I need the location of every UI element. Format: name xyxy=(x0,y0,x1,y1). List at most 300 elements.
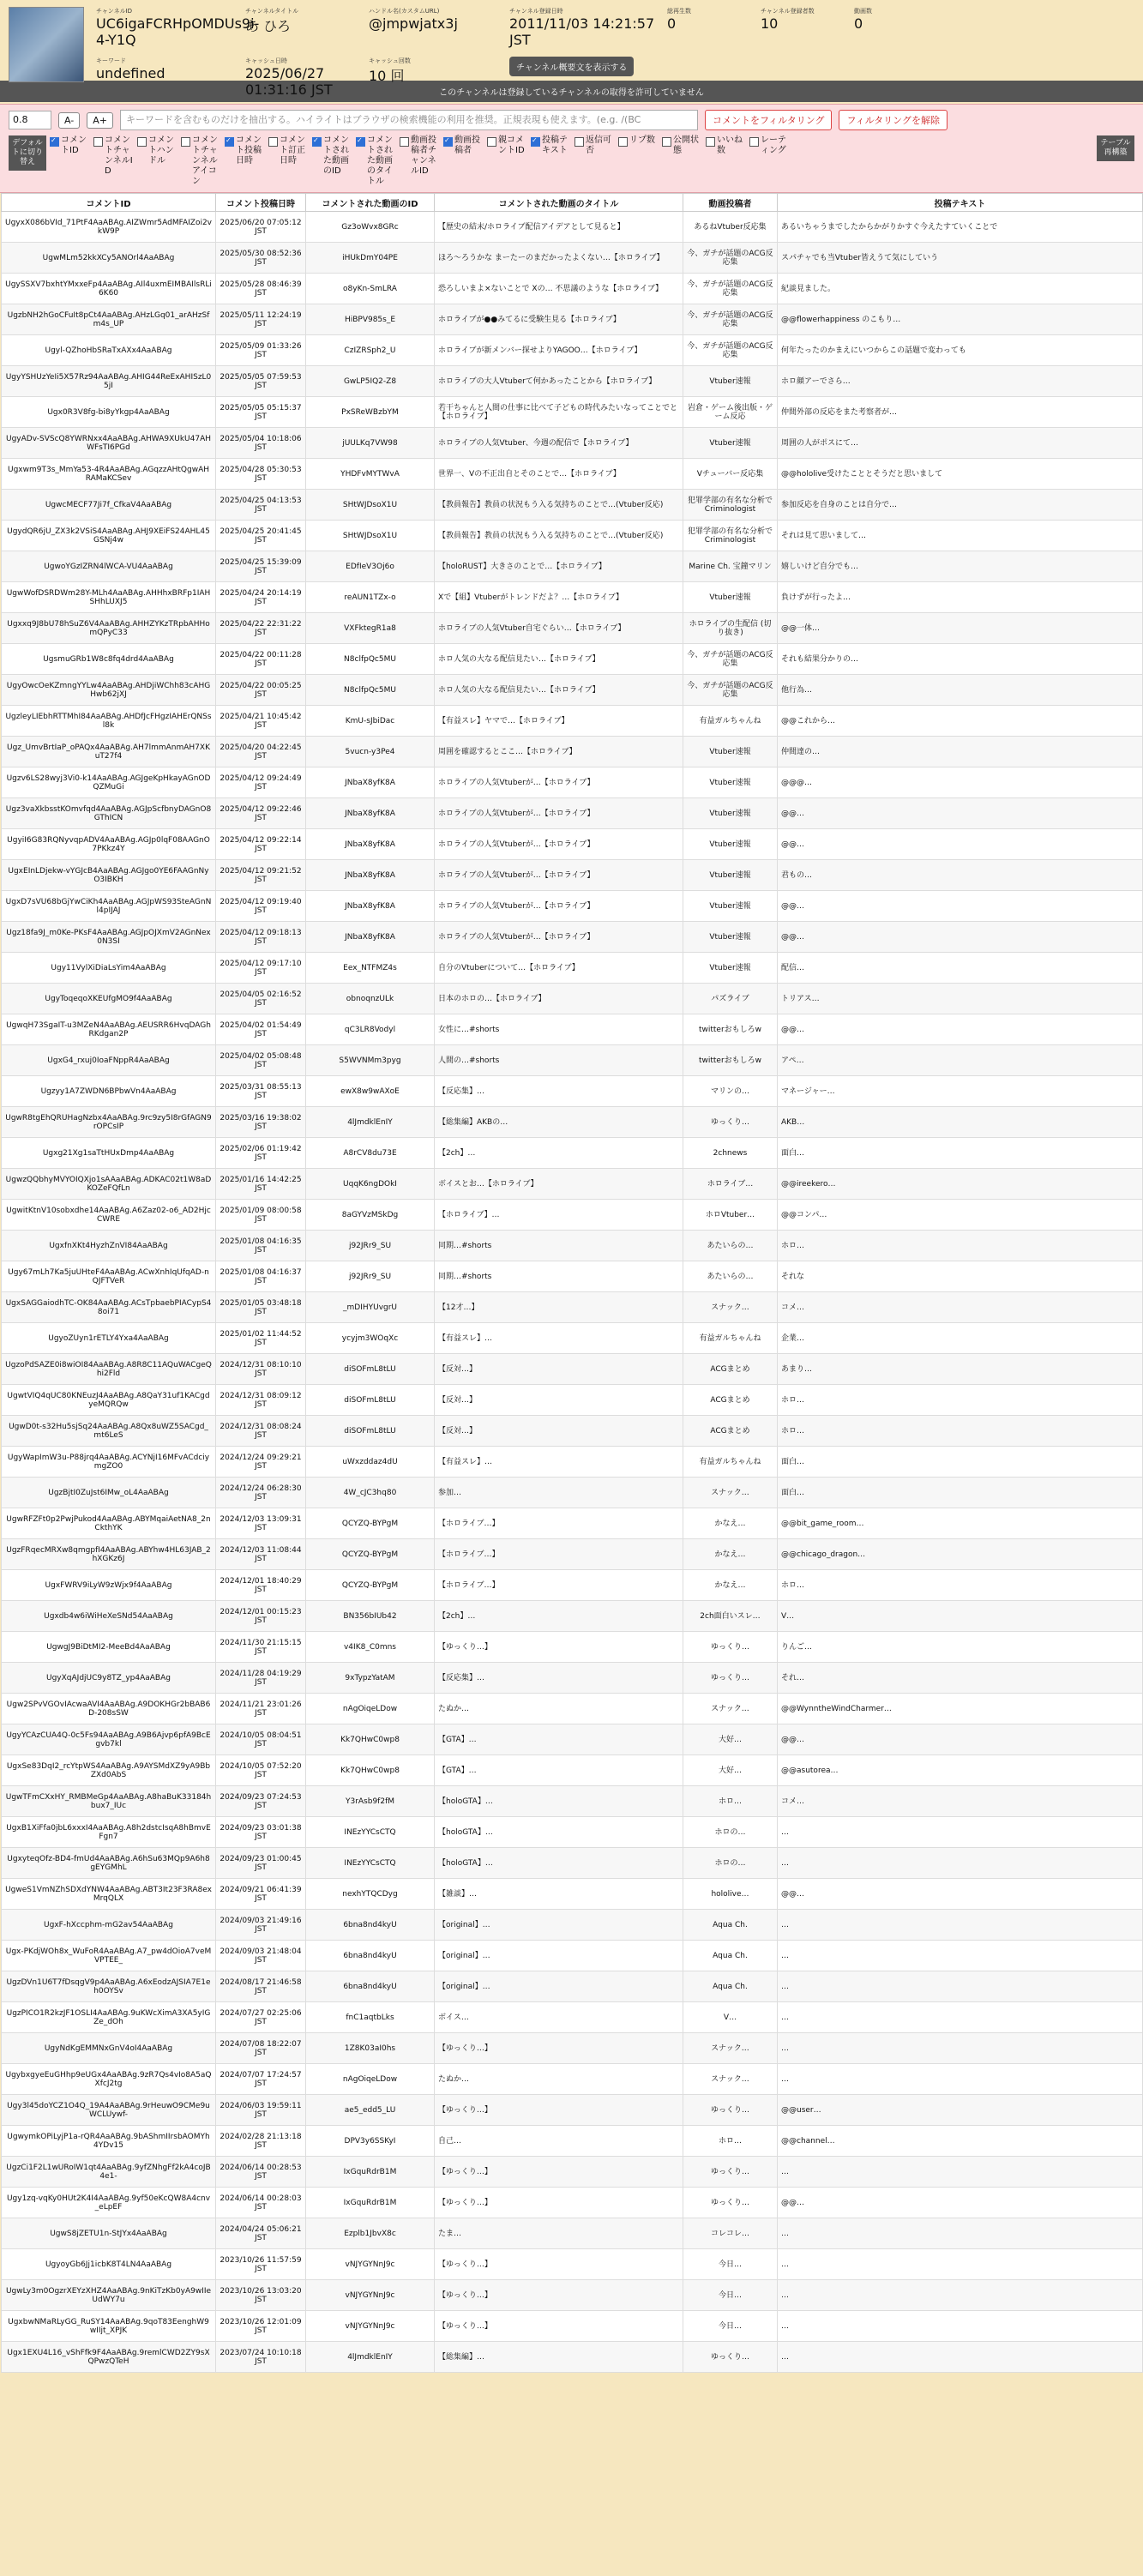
video-title-cell[interactable]: 【ホロライブ…】 xyxy=(435,1539,683,1570)
video-title-cell[interactable]: たぬか… xyxy=(435,1694,683,1724)
video-title-cell[interactable]: 【ホロライブ…】 xyxy=(435,1508,683,1539)
video-id-cell[interactable]: vNJYGYNnJ9c xyxy=(306,2280,435,2311)
video-title-cell[interactable]: 【holoGTA】… xyxy=(435,1786,683,1817)
table-row xyxy=(2,2095,1143,2126)
video-id-cell[interactable]: reAUN1TZx-o xyxy=(306,582,435,613)
channel-field-value: UC6igaFCRHpOMDUs9i-4-Y1Q xyxy=(96,15,260,48)
video-title-cell[interactable]: 【有益スレ】… xyxy=(435,1447,683,1478)
checkbox-box[interactable] xyxy=(618,137,628,147)
video-title-cell[interactable]: ボイス… xyxy=(435,2002,683,2033)
column-checkbox[interactable] xyxy=(662,135,702,187)
uploader-cell: Vtuber速報 xyxy=(683,737,778,767)
comment-text-cell: 紀談見ました。 xyxy=(778,274,1143,304)
comment-text-cell: トリアス… xyxy=(778,984,1143,1014)
table-row xyxy=(2,860,1143,891)
video-id-cell[interactable]: j92JRr9_SU xyxy=(306,1231,435,1261)
comment-text-cell: @@… xyxy=(778,891,1143,922)
comment-date-cell: 2025/04/02 01:54:49 JST xyxy=(216,1014,306,1045)
video-id-cell[interactable]: Gz3oWvx8GRc xyxy=(306,212,435,243)
video-id-cell[interactable]: 6bna8nd4kyU xyxy=(306,1910,435,1941)
uploader-cell: V… xyxy=(683,2002,778,2033)
video-title-cell[interactable]: 【ホロライブ】… xyxy=(435,1200,683,1231)
video-title-cell[interactable]: 【GTA】… xyxy=(435,1724,683,1755)
channel-field-value: undefined xyxy=(96,65,165,81)
comment-date-cell: 2024/12/31 08:08:24 JST xyxy=(216,1416,306,1447)
column-checkbox[interactable] xyxy=(618,135,659,187)
comment-date-cell: 2025/04/05 02:16:52 JST xyxy=(216,984,306,1014)
video-id-cell[interactable]: Kk7QHwC0wp8 xyxy=(306,1755,435,1786)
video-title-cell[interactable]: 参加… xyxy=(435,1478,683,1508)
video-id-cell[interactable]: SHtWJDsoX1U xyxy=(306,521,435,551)
video-title-cell[interactable]: 【holoRUST】大きさのことで…【ホロライブ】 xyxy=(435,551,683,582)
video-title-cell[interactable]: ホロライブの人気Vtuberが…【ホロライブ】 xyxy=(435,798,683,829)
column-checkbox[interactable] xyxy=(487,135,527,187)
video-id-cell[interactable]: fnC1aqtbLks xyxy=(306,2002,435,2033)
column-header[interactable]: コメント投稿日時 xyxy=(216,194,306,212)
video-title-cell[interactable]: 【反対…】 xyxy=(435,1354,683,1385)
column-header[interactable]: コメントID xyxy=(2,194,216,212)
video-title-cell[interactable]: ホロライブの人気Vtuber自宅ぐらい…【ホロライブ】 xyxy=(435,613,683,644)
comment-id-cell: UgzBjtI0ZuJst6IMw_oL4AaABAg xyxy=(2,1478,216,1508)
video-id-cell[interactable]: INEzYYCsCTQ xyxy=(306,1817,435,1848)
comment-date-cell: 2025/01/08 04:16:37 JST xyxy=(216,1261,306,1292)
comment-date-cell: 2025/04/12 09:19:40 JST xyxy=(216,891,306,922)
comment-date-cell: 2025/03/31 08:55:13 JST xyxy=(216,1076,306,1107)
font-plus-button[interactable]: A+ xyxy=(87,112,113,129)
video-id-cell[interactable]: EDfIeV3Oj6o xyxy=(306,551,435,582)
comment-id-cell: UgzPICO1R2kzJF1OSLI4AaABAg.9uKWcXimA3XA5yIGZe_dOh xyxy=(2,2002,216,2033)
checkbox-label: 投稿テキスト xyxy=(542,135,568,155)
channel-field-label: ハンドル名(カスタムURL) xyxy=(369,8,440,15)
table-row xyxy=(2,366,1143,397)
column-checkbox[interactable] xyxy=(443,135,484,187)
video-title-cell[interactable]: 【反応集】… xyxy=(435,1076,683,1107)
column-checkbox[interactable] xyxy=(531,135,571,187)
comment-text-cell: … xyxy=(778,2033,1143,2064)
video-id-cell[interactable]: UqqK6ngDOkI xyxy=(306,1169,435,1200)
apply-filter-button[interactable]: コメントをフィルタリング xyxy=(705,110,832,130)
comment-id-cell: UgyADv-SVScQ8YWRNxx4AaABAg.AHWA9XUkU47AHWFsTI6PGd xyxy=(2,428,216,459)
video-title-cell[interactable]: 同期…#shorts xyxy=(435,1231,683,1261)
comment-text-cell: … xyxy=(778,1848,1143,1879)
uploader-cell: hololive… xyxy=(683,1879,778,1910)
comment-text-cell: @@… xyxy=(778,2188,1143,2218)
table-row xyxy=(2,1261,1143,1292)
checkbox-box[interactable] xyxy=(487,137,496,147)
column-checkbox[interactable] xyxy=(137,135,177,187)
comment-date-cell: 2024/02/28 21:13:18 JST xyxy=(216,2126,306,2157)
comment-date-cell: 2025/05/28 08:46:39 JST xyxy=(216,274,306,304)
comment-text-cell: … xyxy=(778,2249,1143,2280)
comment-id-cell: UgweS1VmNZhSDXdYNW4AaABAg.ABT3It23F3RA8exMrqQLX xyxy=(2,1879,216,1910)
channel-summary-button[interactable]: チャンネル概要文を表示する xyxy=(509,57,634,76)
video-title-cell[interactable]: ホロライブの人気Vtuberが…【ホロライブ】 xyxy=(435,829,683,860)
video-id-cell[interactable]: JNbaX8yfK8A xyxy=(306,891,435,922)
video-id-cell[interactable]: QCYZQ-BYPgM xyxy=(306,1570,435,1601)
checkbox-box[interactable] xyxy=(50,137,59,147)
video-id-cell[interactable]: diSOFmL8tLU xyxy=(306,1385,435,1416)
video-title-cell[interactable]: 【ゆっくり…】 xyxy=(435,2095,683,2126)
video-id-cell[interactable]: 1Z8K03aI0hs xyxy=(306,2033,435,2064)
comment-date-cell: 2025/04/20 04:22:45 JST xyxy=(216,737,306,767)
checkbox-label: リプ数 xyxy=(629,135,655,145)
video-id-cell[interactable]: VXFktegR1a8 xyxy=(306,613,435,644)
channel-field-value: 2011/11/03 14:21:57 JST xyxy=(509,15,655,48)
comment-id-cell: UgwqH73SgaIT-u3MZeN4AaABAg.AEUSRR6HvqDAGhRKdgan2P xyxy=(2,1014,216,1045)
video-title-cell[interactable]: たま… xyxy=(435,2218,683,2249)
video-id-cell[interactable]: CzIZRSph2_U xyxy=(306,335,435,366)
uploader-cell: 今、ガチが話題のACG反応集 xyxy=(683,274,778,304)
video-title-cell[interactable]: ホロライブが新メンバー探せよりYAGOO…【ホロライブ】 xyxy=(435,335,683,366)
video-id-cell[interactable]: IxGquRdrB1M xyxy=(306,2188,435,2218)
video-title-cell[interactable]: 世界一、Vの不正出自とそのことで…【ホロライブ】 xyxy=(435,459,683,490)
checkbox-box[interactable] xyxy=(531,137,540,147)
channel-field-label: 総再生数 xyxy=(667,8,691,15)
comment-date-cell: 2024/09/21 06:41:39 JST xyxy=(216,1879,306,1910)
checkbox-box[interactable] xyxy=(443,137,453,147)
video-id-cell[interactable]: _mDIHYUvgrU xyxy=(306,1292,435,1323)
video-title-cell[interactable]: 恐ろしいまよ×ないことで Xの… 不思議のような【ホロライブ】 xyxy=(435,274,683,304)
video-id-cell[interactable]: KmU-sJbiDac xyxy=(306,706,435,737)
video-id-cell[interactable]: JNbaX8yfK8A xyxy=(306,798,435,829)
video-title-cell[interactable]: ホロライブの人気Vtuberが…【ホロライブ】 xyxy=(435,767,683,798)
comment-id-cell: Ugzv6LS28wyj3Vi0-k14AaABAg.AGJgeKpHkayAGnODQZMuGi xyxy=(2,767,216,798)
table-row xyxy=(2,1663,1143,1694)
comment-id-cell: Ugy11VylXiDiaLsYim4AaABAg xyxy=(2,953,216,984)
video-title-cell[interactable]: 若干ちゃんと人間の仕事に比べて子どもの時代みたいなってことでと【ホロライブ】 xyxy=(435,397,683,428)
video-id-cell[interactable]: N8clfpQc5MU xyxy=(306,675,435,706)
comment-text-cell: それは見て思いまして… xyxy=(778,521,1143,551)
video-id-cell[interactable]: JNbaX8yfK8A xyxy=(306,829,435,860)
video-title-cell[interactable]: 【2ch】… xyxy=(435,1601,683,1632)
comment-text-cell: … xyxy=(778,2342,1143,2373)
notice-bar: このチャンネルは登録しているチャンネルの取得を許可していません xyxy=(0,81,1143,102)
video-title-cell[interactable]: ホロライブの大人Vtuberて何かあったことから【ホロライブ】 xyxy=(435,366,683,397)
video-id-cell[interactable]: diSOFmL8tLU xyxy=(306,1416,435,1447)
video-id-cell[interactable]: 4lJmdklEnIY xyxy=(306,2342,435,2373)
comment-id-cell: UgsmuGRb1W8c8fq4drd4AaABAg xyxy=(2,644,216,675)
video-id-cell[interactable]: j92JRr9_SU xyxy=(306,1261,435,1292)
keyword-input[interactable]: キーワードを含むものだけを抽出する。ハイライトはブラウザの検索機能の利用を推奨。正規表現も使えます。(e.g. /(BC xyxy=(120,110,698,130)
video-title-cell[interactable]: 【original】… xyxy=(435,1941,683,1971)
column-checkbox[interactable] xyxy=(356,135,396,187)
uploader-cell: 今、ガチが話題のACG反応集 xyxy=(683,304,778,335)
video-title-cell[interactable]: 【ゆっくり…】 xyxy=(435,2280,683,2311)
comment-id-cell: UgyOwcOeKZmngYYLw4AaABAg.AHDjiWChh83cAHGHwb62jXJ xyxy=(2,675,216,706)
uploader-cell: 今日… xyxy=(683,2249,778,2280)
checkbox-box[interactable] xyxy=(93,137,103,147)
video-title-cell[interactable]: ホロライブの人気Vtuberが…【ホロライブ】 xyxy=(435,922,683,953)
comment-date-cell: 2024/10/05 07:52:20 JST xyxy=(216,1755,306,1786)
column-header[interactable]: 動画投稿者 xyxy=(683,194,778,212)
video-id-cell[interactable]: HiBPV985s_E xyxy=(306,304,435,335)
comment-id-cell: UgyXqAJdjUC9y8TZ_yp4AaABAg xyxy=(2,1663,216,1694)
video-title-cell[interactable]: 【反対…】 xyxy=(435,1416,683,1447)
video-title-cell[interactable]: 【original】… xyxy=(435,1971,683,2002)
table-row xyxy=(2,922,1143,953)
checkbox-box[interactable] xyxy=(312,137,322,147)
video-id-cell[interactable]: Y3rAsb9f2fM xyxy=(306,1786,435,1817)
video-id-cell[interactable]: 9xTypzYatAM xyxy=(306,1663,435,1694)
comment-date-cell: 2025/04/24 20:14:19 JST xyxy=(216,582,306,613)
video-id-cell[interactable]: iHUkDmY04PE xyxy=(306,243,435,274)
video-title-cell[interactable]: 【ホロライブ…】 xyxy=(435,1570,683,1601)
checkbox-box[interactable] xyxy=(225,137,234,147)
video-title-cell[interactable]: 【ゆっくり…】 xyxy=(435,2157,683,2188)
video-title-cell[interactable]: 【ゆっくり…】 xyxy=(435,2033,683,2064)
video-id-cell[interactable]: jUULKq7VW98 xyxy=(306,428,435,459)
column-checkbox[interactable] xyxy=(93,135,134,187)
video-title-cell[interactable]: 【2ch】… xyxy=(435,1138,683,1169)
video-id-cell[interactable]: qC3LR8Vodyl xyxy=(306,1014,435,1045)
video-title-cell[interactable]: ホロライブの人気Vtuber、今週の配信で【ホロライブ】 xyxy=(435,428,683,459)
column-checkbox[interactable] xyxy=(706,135,746,187)
clear-filter-button[interactable]: フィルタリングを解除 xyxy=(839,110,947,130)
checkbox-label: 公開状態 xyxy=(673,135,699,155)
comment-text-cell: 面白… xyxy=(778,1447,1143,1478)
video-title-cell[interactable]: 周囲を確認するとここ…【ホロライブ】 xyxy=(435,737,683,767)
table-row xyxy=(2,243,1143,274)
video-id-cell[interactable]: diSOFmL8tLU xyxy=(306,1354,435,1385)
comment-date-cell: 2024/12/24 09:29:21 JST xyxy=(216,1447,306,1478)
video-title-cell[interactable]: 自分のVtuberについて…【ホロライブ】 xyxy=(435,953,683,984)
channel-field-label: チャンネル登録日時 xyxy=(509,8,563,15)
font-minus-button[interactable]: A- xyxy=(58,112,80,129)
uploader-cell: ゆっくり… xyxy=(683,2095,778,2126)
video-id-cell[interactable]: 5vucn-y3Pe4 xyxy=(306,737,435,767)
comment-text-cell: 面白… xyxy=(778,1138,1143,1169)
video-title-cell[interactable]: ボイスとお…【ホロライブ】 xyxy=(435,1169,683,1200)
comment-id-cell: UgxyteqOfz-BD4-fmUd4AaABAg.A6hSu63MQp9A6h8gEYGMhL xyxy=(2,1848,216,1879)
video-title-cell[interactable]: 【ゆっくり…】 xyxy=(435,2188,683,2218)
video-title-cell[interactable]: 【総集編】… xyxy=(435,2342,683,2373)
video-id-cell[interactable]: 6bna8nd4kyU xyxy=(306,1971,435,2002)
comment-id-cell: UgwWofDSRDWm28Y-MLh4AaABAg.AHHhxBRFp1IAHSHhLUXJ5 xyxy=(2,582,216,613)
video-id-cell[interactable]: 4lJmdklEnIY xyxy=(306,1107,435,1138)
video-id-cell[interactable]: DPV3y6SSKyI xyxy=(306,2126,435,2157)
uploader-cell: コレコレ… xyxy=(683,2218,778,2249)
video-title-cell[interactable]: 【12才…】 xyxy=(435,1292,683,1323)
video-title-cell[interactable]: 【反応集】… xyxy=(435,1663,683,1694)
uploader-cell: Vチューバー反応集 xyxy=(683,459,778,490)
video-title-cell[interactable]: Xで【組】Vtuberがトレンドだよ？…【ホロライブ】 xyxy=(435,582,683,613)
video-id-cell[interactable]: A8rCV8du73E xyxy=(306,1138,435,1169)
checkbox-box[interactable] xyxy=(268,137,278,147)
video-title-cell[interactable]: 【holoGTA】… xyxy=(435,1848,683,1879)
checkbox-box[interactable] xyxy=(181,137,190,147)
video-id-cell[interactable]: o8yKn-SmLRA xyxy=(306,274,435,304)
uploader-cell: Vtuber速報 xyxy=(683,860,778,891)
video-title-cell[interactable]: ほろ〜ろうかな まーたーのまだかったよくない…【ホロライブ】 xyxy=(435,243,683,274)
checkbox-box[interactable] xyxy=(575,137,584,147)
video-id-cell[interactable]: Kk7QHwC0wp8 xyxy=(306,1724,435,1755)
video-id-cell[interactable]: obnoqnzULk xyxy=(306,984,435,1014)
video-title-cell[interactable]: ホロライブの人気Vtuberが…【ホロライブ】 xyxy=(435,891,683,922)
comment-date-cell: 2025/03/16 19:38:02 JST xyxy=(216,1107,306,1138)
comment-date-cell: 2025/01/05 03:48:18 JST xyxy=(216,1292,306,1323)
video-id-cell[interactable]: 8aGYVzMSkDg xyxy=(306,1200,435,1231)
video-id-cell[interactable]: nAgOiqeLDow xyxy=(306,2064,435,2095)
checkbox-box[interactable] xyxy=(356,137,365,147)
comment-id-cell: Ugy3l45doYCZ1O4Q_19A4AaABAg.9rHeuwO9CMe9uWCLUywf- xyxy=(2,2095,216,2126)
comment-id-cell: UgyoyGb6Jj1icbK8T4LN4AaABAg xyxy=(2,2249,216,2280)
checkbox-box[interactable] xyxy=(706,137,715,147)
comment-date-cell: 2024/12/31 08:10:10 JST xyxy=(216,1354,306,1385)
uploader-cell: Aqua Ch. xyxy=(683,1910,778,1941)
channel-field xyxy=(245,7,357,48)
video-id-cell[interactable]: JNbaX8yfK8A xyxy=(306,922,435,953)
column-header[interactable]: コメントされた動画のID xyxy=(306,194,435,212)
uploader-cell: 大好… xyxy=(683,1724,778,1755)
table-row xyxy=(2,1971,1143,2002)
video-title-cell[interactable]: 【ゆっくり…】 xyxy=(435,1632,683,1663)
video-id-cell[interactable]: v4IK8_C0mns xyxy=(306,1632,435,1663)
video-id-cell[interactable]: SHtWJDsoX1U xyxy=(306,490,435,521)
comment-text-cell: @@… xyxy=(778,829,1143,860)
comment-id-cell: Ugw2SPvVGOvIAcwaAVI4AaABAg.A9DOKHGr2bBAB6D-208sSW xyxy=(2,1694,216,1724)
column-checkbox[interactable] xyxy=(575,135,615,187)
comment-id-cell: UgyYCAzCUA4Q-0c5Fs94AaABAg.A9B6Ajvp6pfA9BcEgvb7kl xyxy=(2,1724,216,1755)
comment-text-cell: … xyxy=(778,2064,1143,2095)
video-id-cell[interactable]: PxSReWBzbYM xyxy=(306,397,435,428)
uploader-cell: ACGまとめ xyxy=(683,1416,778,1447)
uploader-cell: ACGまとめ xyxy=(683,1385,778,1416)
checkbox-label: 動画投稿者 xyxy=(454,135,480,155)
column-header[interactable]: 投稿テキスト xyxy=(778,194,1143,212)
comment-text-cell: 企業… xyxy=(778,1323,1143,1354)
video-title-cell[interactable]: 【holoGTA】… xyxy=(435,1817,683,1848)
comment-text-cell: @@これから… xyxy=(778,706,1143,737)
video-title-cell[interactable]: ホロ人気の大なる配信見たい…【ホロライブ】 xyxy=(435,644,683,675)
video-id-cell[interactable]: 6bna8nd4kyU xyxy=(306,1941,435,1971)
video-title-cell[interactable]: 【教員報告】教員の状況もう入る気持ちのことで…(Vtuber反応) xyxy=(435,490,683,521)
video-id-cell[interactable]: N8clfpQc5MU xyxy=(306,644,435,675)
video-id-cell[interactable]: QCYZQ-BYPgM xyxy=(306,1539,435,1570)
video-id-cell[interactable]: uWxzddaz4dU xyxy=(306,1447,435,1478)
comment-id-cell: UgyoZUyn1rETLY4Yxa4AaABAg xyxy=(2,1323,216,1354)
video-title-cell[interactable]: 【GTA】… xyxy=(435,1755,683,1786)
uploader-cell: 今、ガチが話題のACG反応集 xyxy=(683,644,778,675)
comment-text-cell: … xyxy=(778,2157,1143,2188)
video-id-cell[interactable]: ae5_edd5_LU xyxy=(306,2095,435,2126)
column-checkbox[interactable] xyxy=(749,135,790,187)
uploader-cell: マリンの… xyxy=(683,1076,778,1107)
video-title-cell[interactable]: 日本のホロの…【ホロライブ】 xyxy=(435,984,683,1014)
table-row xyxy=(2,1478,1143,1508)
checkbox-label: コメントチャンネルID xyxy=(105,135,133,176)
video-id-cell[interactable]: QCYZQ-BYPgM xyxy=(306,1508,435,1539)
video-title-cell[interactable]: ホロライブが●●みてるに受験生見る【ホロライブ】 xyxy=(435,304,683,335)
checkbox-box[interactable] xyxy=(749,137,759,147)
video-title-cell[interactable]: ホロライブの人気Vtuberが…【ホロライブ】 xyxy=(435,860,683,891)
table-row xyxy=(2,953,1143,984)
video-title-cell[interactable]: 【有益スレ】ヤマで…【ホロライブ】 xyxy=(435,706,683,737)
size-input[interactable]: 0.8 xyxy=(9,111,51,129)
table-rebuild-button[interactable]: テーブル再構築 xyxy=(1097,135,1134,161)
video-title-cell[interactable]: 【ゆっくり…】 xyxy=(435,2249,683,2280)
video-id-cell[interactable]: JNbaX8yfK8A xyxy=(306,860,435,891)
comment-date-cell: 2024/12/01 18:40:29 JST xyxy=(216,1570,306,1601)
video-title-cell[interactable]: 同期…#shorts xyxy=(435,1261,683,1292)
video-id-cell[interactable]: nAgOiqeLDow xyxy=(306,1694,435,1724)
column-checkbox[interactable] xyxy=(268,135,309,187)
comment-date-cell: 2023/10/26 12:01:09 JST xyxy=(216,2311,306,2342)
uploader-cell: あたいらの… xyxy=(683,1261,778,1292)
video-title-cell[interactable]: 女性に…#shorts xyxy=(435,1014,683,1045)
video-title-cell[interactable]: 【総集編】AKBの… xyxy=(435,1107,683,1138)
table-row xyxy=(2,798,1143,829)
video-id-cell[interactable]: BN356bIUb42 xyxy=(306,1601,435,1632)
checkbox-box[interactable] xyxy=(662,137,671,147)
video-id-cell[interactable]: IxGquRdrB1M xyxy=(306,2157,435,2188)
column-checkbox[interactable] xyxy=(50,135,90,187)
video-title-cell[interactable]: 【歴史の結末/ホロライブ配信アイデアとして見ると】 xyxy=(435,212,683,243)
uploader-cell: ホロの… xyxy=(683,1848,778,1879)
video-id-cell[interactable]: vNJYGYNnJ9c xyxy=(306,2311,435,2342)
video-title-cell[interactable]: 【ゆっくり…】 xyxy=(435,2311,683,2342)
channel-field-value: 10 xyxy=(761,15,779,32)
checkbox-box[interactable] xyxy=(137,137,147,147)
column-checkbox[interactable] xyxy=(312,135,352,187)
video-title-cell[interactable]: 【有益スレ】… xyxy=(435,1323,683,1354)
video-id-cell[interactable]: JNbaX8yfK8A xyxy=(306,767,435,798)
video-id-cell[interactable]: YHDFvMYTWvA xyxy=(306,459,435,490)
video-title-cell[interactable]: 【雑談】… xyxy=(435,1879,683,1910)
checkbox-label: いいね数 xyxy=(717,135,743,155)
video-id-cell[interactable]: vNJYGYNnJ9c xyxy=(306,2249,435,2280)
uploader-cell: 犯罪学部の有名な分析で Criminologist xyxy=(683,521,778,551)
table-row xyxy=(2,2188,1143,2218)
column-checkbox[interactable] xyxy=(225,135,265,187)
video-id-cell[interactable]: 4W_cJC3hq80 xyxy=(306,1478,435,1508)
column-checkbox[interactable] xyxy=(400,135,440,187)
table-row xyxy=(2,1632,1143,1663)
video-title-cell[interactable]: 【original】… xyxy=(435,1910,683,1941)
video-id-cell[interactable]: ycyjm3WOqXc xyxy=(306,1323,435,1354)
video-title-cell[interactable]: 【反対…】 xyxy=(435,1385,683,1416)
comment-text-cell: アペ… xyxy=(778,1045,1143,1076)
video-title-cell[interactable]: たぬか… xyxy=(435,2064,683,2095)
comment-id-cell: UgwzQQbhyMVYOIQXjo1sAAaABAg.ADKAC02t1W8aDKOZeFQfLn xyxy=(2,1169,216,1200)
video-id-cell[interactable]: Ezplb1JbvX8c xyxy=(306,2218,435,2249)
channel-field-label: チャンネルタイトル xyxy=(245,8,299,15)
comment-date-cell: 2025/01/08 04:16:35 JST xyxy=(216,1231,306,1261)
default-toggle-button[interactable]: デフォルトに切り替え xyxy=(9,135,46,171)
column-header[interactable]: コメントされた動画のタイトル xyxy=(435,194,683,212)
checkbox-box[interactable] xyxy=(400,137,409,147)
video-id-cell[interactable]: S5WVNMm3pyg xyxy=(306,1045,435,1076)
uploader-cell: スナック… xyxy=(683,1694,778,1724)
video-id-cell[interactable]: ewX8w9wAXoE xyxy=(306,1076,435,1107)
channel-field xyxy=(667,7,749,48)
video-title-cell[interactable]: 自己… xyxy=(435,2126,683,2157)
comment-text-cell: マネージャー… xyxy=(778,1076,1143,1107)
video-title-cell[interactable]: 【教員報告】教員の状況もう入る気持ちのことで…(Vtuber反応) xyxy=(435,521,683,551)
comment-date-cell: 2025/01/16 14:42:25 JST xyxy=(216,1169,306,1200)
video-id-cell[interactable]: nexhYTQCDyg xyxy=(306,1879,435,1910)
video-id-cell[interactable]: GwLP5IQ2-Z8 xyxy=(306,366,435,397)
comment-date-cell: 2025/04/12 09:24:49 JST xyxy=(216,767,306,798)
table-row xyxy=(2,1941,1143,1971)
column-checkbox[interactable] xyxy=(181,135,221,187)
uploader-cell: 2chnews xyxy=(683,1138,778,1169)
comment-date-cell: 2024/06/03 19:59:11 JST xyxy=(216,2095,306,2126)
video-id-cell[interactable]: Eex_NTFMZ4s xyxy=(306,953,435,984)
video-title-cell[interactable]: ホロ人気の大なる配信見たい…【ホロライブ】 xyxy=(435,675,683,706)
comment-text-cell: @@flowerhappiness のこもり… xyxy=(778,304,1143,335)
video-id-cell[interactable]: INEzYYCsCTQ xyxy=(306,1848,435,1879)
video-title-cell[interactable]: 人間の…#shorts xyxy=(435,1045,683,1076)
